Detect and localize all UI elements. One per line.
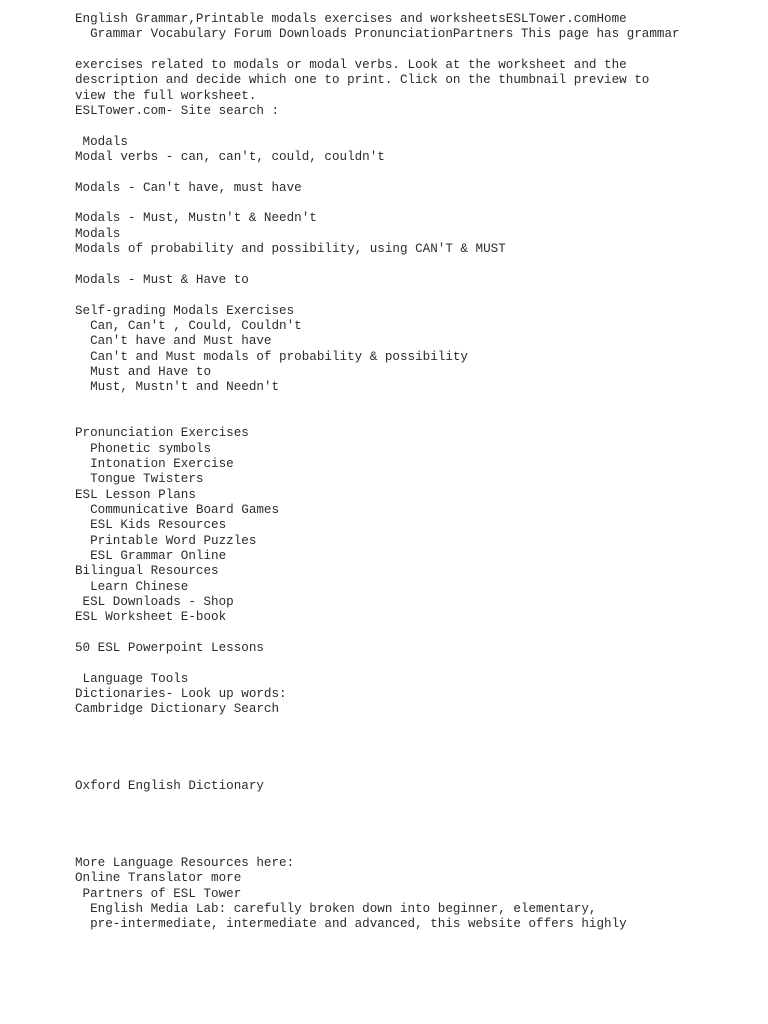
- language-tools-heading: Language Tools: [75, 671, 189, 686]
- dictionary-search-label: Oxford English Dictionary: [75, 779, 264, 794]
- exercise-link[interactable]: Must and Have to: [75, 364, 212, 379]
- blank-line: [75, 718, 755, 733]
- more-resources-label: More Language Resources here:: [75, 855, 295, 870]
- self-grading-heading: Self-grading Modals Exercises: [75, 303, 295, 318]
- sidebar-section-link[interactable]: Pronunciation Exercises: [75, 426, 249, 441]
- blank-line: [75, 764, 755, 779]
- blank-line: [75, 656, 755, 671]
- sidebar-item-link[interactable]: Intonation Exercise: [75, 456, 234, 471]
- blank-line: [75, 810, 755, 825]
- sidebar-item-link[interactable]: Communicative Board Games: [75, 503, 280, 517]
- sidebar-item-link[interactable]: Tongue Twisters: [75, 472, 204, 487]
- sidebar-item-link[interactable]: Printable Word Puzzles: [75, 533, 257, 548]
- partner-description-line: pre-intermediate, intermediate and advanced, this website offers highly: [75, 917, 627, 932]
- blank-line: [75, 43, 755, 58]
- blank-line: [75, 626, 755, 641]
- dictionary-search-label: Cambridge Dictionary Search: [75, 702, 280, 717]
- blank-line: [75, 165, 755, 180]
- worksheet-link[interactable]: Modals - Can't have, must have: [75, 180, 302, 195]
- exercise-link[interactable]: Can, Can't , Could, Couldn't: [75, 318, 302, 333]
- blank-line: [75, 196, 755, 211]
- worksheet-link[interactable]: Modal verbs - can, can't, could, couldn't: [75, 150, 385, 165]
- exercise-link[interactable]: Must, Mustn't and Needn't: [75, 380, 280, 395]
- site-search-label: ESLTower.com- Site search :: [75, 104, 280, 119]
- exercise-link[interactable]: Can't have and Must have: [75, 334, 272, 349]
- sidebar-item-link[interactable]: ESL Grammar Online: [75, 549, 227, 564]
- sidebar-section-link[interactable]: ESL Lesson Plans: [75, 487, 196, 502]
- blank-line: [75, 288, 755, 303]
- blank-line: [75, 841, 755, 856]
- partners-heading: Partners of ESL Tower: [75, 886, 242, 901]
- sidebar-item-link[interactable]: Phonetic symbols: [75, 441, 212, 456]
- blank-line: [75, 411, 755, 426]
- exercise-link[interactable]: Can't and Must modals of probability & possibility: [75, 349, 468, 364]
- blank-line: [75, 396, 755, 411]
- sidebar-item-link[interactable]: ESL Downloads - Shop: [75, 595, 234, 610]
- translator-link[interactable]: Online Translator more: [75, 871, 242, 886]
- modals-heading: Modals: [75, 134, 128, 149]
- document-page: [75, 12, 755, 933]
- blank-line: [75, 795, 755, 810]
- sidebar-item-link[interactable]: 50 ESL Powerpoint Lessons: [75, 641, 264, 656]
- worksheet-link[interactable]: Modals - Must, Mustn't & Needn't: [75, 211, 317, 226]
- worksheet-link[interactable]: Modals: [75, 226, 121, 241]
- partner-description-line: English Media Lab: carefully broken down into beginner, elementary,: [75, 901, 597, 916]
- page-header-line: English Grammar,Printable modals exercises and worksheetsESLTower.comHome: [75, 12, 627, 26]
- sidebar-section-link[interactable]: Bilingual Resources: [75, 564, 219, 579]
- sidebar-item-link[interactable]: ESL Worksheet E-book: [75, 610, 227, 625]
- blank-line: [75, 825, 755, 840]
- dictionaries-label: Dictionaries- Look up words:: [75, 687, 287, 702]
- worksheet-link[interactable]: Modals - Must & Have to: [75, 272, 249, 287]
- sidebar-item-link[interactable]: ESL Kids Resources: [75, 518, 227, 533]
- intro-text-line: description and decide which one to print. Click on the thumbnail preview to: [75, 73, 650, 88]
- blank-line: [75, 119, 755, 134]
- intro-text-line: exercises related to modals or modal verbs. Look at the worksheet and the: [75, 58, 627, 73]
- intro-text-line: view the full worksheet.: [75, 88, 257, 103]
- blank-line: [75, 733, 755, 748]
- blank-line: [75, 749, 755, 764]
- sidebar-item-link[interactable]: Learn Chinese: [75, 579, 189, 594]
- blank-line: [75, 258, 755, 273]
- worksheet-link[interactable]: Modals of probability and possibility, using CAN'T & MUST: [75, 242, 506, 257]
- top-nav-line: Grammar Vocabulary Forum Downloads PronunciationPartners This page has grammar: [75, 27, 680, 42]
